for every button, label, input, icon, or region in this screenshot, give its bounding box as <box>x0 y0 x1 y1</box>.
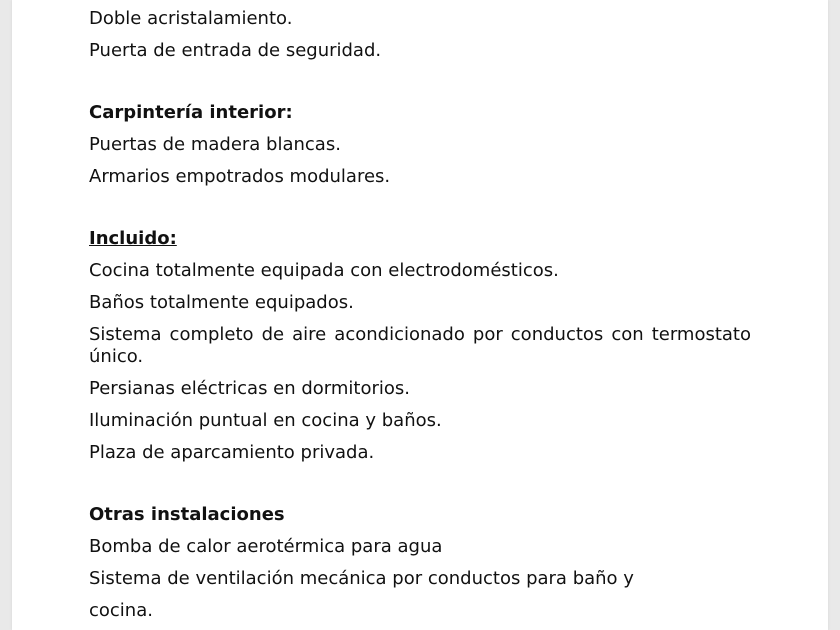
list-item: cocina. <box>89 600 153 621</box>
section-heading-otras-instalaciones: Otras instalaciones <box>89 504 285 525</box>
list-item: Bomba de calor aerotérmica para agua <box>89 536 443 557</box>
list-item: Armarios empotrados modulares. <box>89 166 391 187</box>
section-heading-incluido: Incluido: <box>89 228 177 249</box>
list-item: Puerta de entrada de seguridad. <box>89 40 382 61</box>
section-spacer <box>89 67 751 97</box>
list-item: Puertas de madera blancas. <box>89 134 341 155</box>
section-spacer <box>89 469 751 499</box>
list-item: Sistema de ventilación mecánica por conductos para baño y <box>89 568 634 589</box>
document-page <box>12 0 828 630</box>
document-content <box>89 3 751 627</box>
list-item: Baños totalmente equipados. <box>89 292 354 313</box>
list-item: Sistema completo de aire acondicionado por conductos con termostato único. <box>89 324 751 367</box>
list-item: Persianas eléctricas en dormitorios. <box>89 378 411 399</box>
section-spacer <box>89 193 751 223</box>
list-item: Plaza de aparcamiento privada. <box>89 442 375 463</box>
list-item: Cocina totalmente equipada con electrodomésticos. <box>89 260 559 281</box>
list-item: Doble acristalamiento. <box>89 8 293 29</box>
list-item: Iluminación puntual en cocina y baños. <box>89 410 442 431</box>
section-heading-carpinteria: Carpintería interior: <box>89 102 293 123</box>
